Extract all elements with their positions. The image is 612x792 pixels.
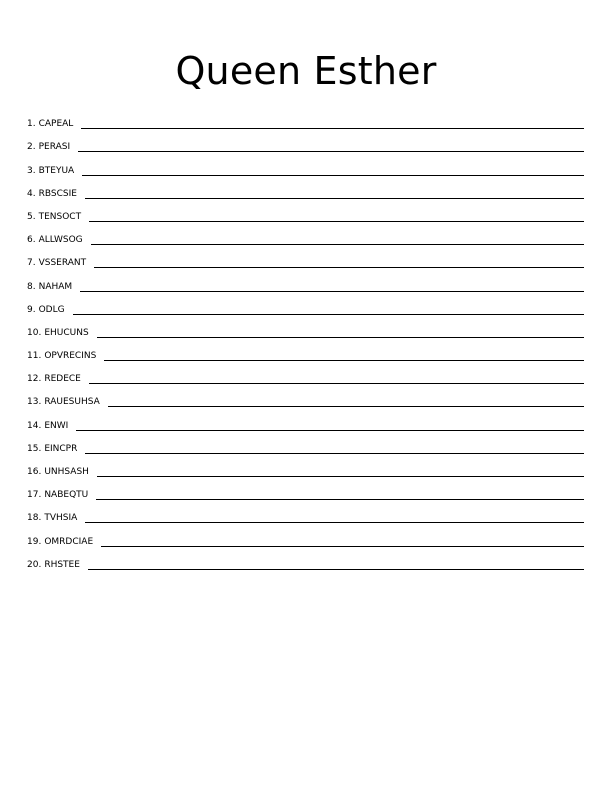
scrambled-word: OPVRECINS — [44, 351, 97, 362]
item-label — [27, 258, 94, 269]
item-label — [27, 189, 85, 200]
list-item — [27, 548, 584, 571]
answer-line[interactable] — [80, 291, 584, 292]
answer-line[interactable] — [89, 383, 584, 384]
item-number: 15. — [27, 443, 42, 454]
answer-line[interactable] — [101, 546, 584, 547]
item-label — [27, 513, 85, 524]
answer-line[interactable] — [97, 337, 584, 338]
list-item — [27, 200, 584, 223]
item-number: 12. — [27, 374, 42, 385]
item-number: 16. — [27, 467, 42, 477]
list-item — [27, 408, 584, 431]
item-number: 6. — [27, 235, 36, 246]
item-number: 17. — [27, 490, 42, 501]
item-number: 1. — [27, 119, 36, 130]
item-label — [27, 467, 97, 478]
answer-line[interactable] — [85, 522, 584, 523]
item-number: 19. — [27, 536, 42, 547]
item-number: 9. — [27, 304, 36, 315]
item-number: 10. — [27, 327, 42, 338]
item-label — [27, 537, 101, 548]
scrambled-word: EHUCUNS — [44, 327, 89, 338]
list-item — [27, 269, 584, 292]
list-item — [27, 107, 584, 130]
scrambled-word: TVHSIA — [44, 513, 78, 524]
answer-line[interactable] — [91, 244, 584, 245]
item-number: 8. — [27, 281, 36, 292]
list-item — [27, 478, 584, 501]
scrambled-word: RBSCSIE — [38, 188, 77, 199]
answer-line[interactable] — [97, 476, 584, 477]
item-label — [27, 490, 96, 501]
answer-line[interactable] — [85, 198, 584, 199]
list-item — [27, 432, 584, 455]
item-label — [27, 235, 91, 246]
answer-line[interactable] — [94, 267, 584, 268]
scrambled-word: TENSOCT — [38, 211, 82, 222]
list-item — [27, 455, 584, 478]
list-item — [27, 293, 584, 316]
item-number: 14. — [27, 420, 42, 431]
answer-line[interactable] — [81, 128, 584, 129]
list-item — [27, 177, 584, 200]
scrambled-word: CAPEAL — [38, 119, 74, 130]
item-number: 7. — [27, 258, 36, 269]
scrambled-word: BTEYUA — [38, 165, 75, 176]
scrambled-word: RAUESUHSA — [44, 397, 100, 408]
answer-line[interactable] — [82, 175, 584, 176]
scrambled-word: VSSERANT — [38, 258, 87, 269]
scrambled-word: ODLG — [38, 304, 65, 315]
answer-line[interactable] — [96, 499, 584, 500]
item-number: 18. — [27, 513, 42, 524]
answer-line[interactable] — [76, 430, 584, 431]
scrambled-word: NAHAM — [38, 281, 73, 292]
list-item — [27, 153, 584, 176]
item-number: 3. — [27, 165, 36, 176]
item-label — [27, 328, 97, 339]
scrambled-word: NABEQTU — [44, 490, 89, 501]
list-item — [27, 246, 584, 269]
item-label — [27, 142, 78, 153]
item-label — [27, 560, 88, 571]
item-label — [27, 166, 82, 177]
item-number: 2. — [27, 142, 36, 153]
scrambled-word: UNHSASH — [44, 467, 89, 477]
item-label — [27, 212, 89, 223]
answer-line[interactable] — [104, 360, 584, 361]
answer-line[interactable] — [108, 406, 584, 407]
scrambled-word: PERASI — [38, 142, 71, 153]
scrambled-word: EINCPR — [44, 443, 78, 454]
item-label — [27, 397, 108, 408]
answer-line[interactable] — [89, 221, 584, 222]
answer-line[interactable] — [88, 569, 584, 570]
item-label — [27, 305, 73, 316]
item-number: 4. — [27, 188, 36, 199]
list-item — [27, 501, 584, 524]
list-item — [27, 316, 584, 339]
word-scramble-list — [27, 107, 584, 571]
list-item — [27, 223, 584, 246]
item-number: 11. — [27, 351, 42, 362]
list-item — [27, 362, 584, 385]
item-label — [27, 282, 80, 293]
scrambled-word: REDECE — [44, 374, 81, 385]
page-title: Queen Esther — [175, 49, 437, 93]
answer-line[interactable] — [78, 151, 584, 152]
list-item — [27, 385, 584, 408]
item-label — [27, 351, 104, 362]
scrambled-word: ALLWSOG — [38, 235, 83, 246]
item-label — [27, 444, 85, 455]
answer-line[interactable] — [73, 314, 584, 315]
item-number: 13. — [27, 397, 42, 408]
item-number: 5. — [27, 211, 36, 222]
item-label — [27, 374, 89, 385]
scrambled-word: RHSTEE — [44, 559, 80, 570]
item-label — [27, 421, 76, 432]
scrambled-word: ENWI — [44, 420, 69, 431]
answer-line[interactable] — [85, 453, 584, 454]
scrambled-word: OMRDCIAE — [44, 536, 94, 547]
item-number: 20. — [27, 559, 42, 570]
item-label — [27, 119, 81, 130]
list-item — [27, 130, 584, 153]
list-item — [27, 524, 584, 547]
list-item — [27, 339, 584, 362]
